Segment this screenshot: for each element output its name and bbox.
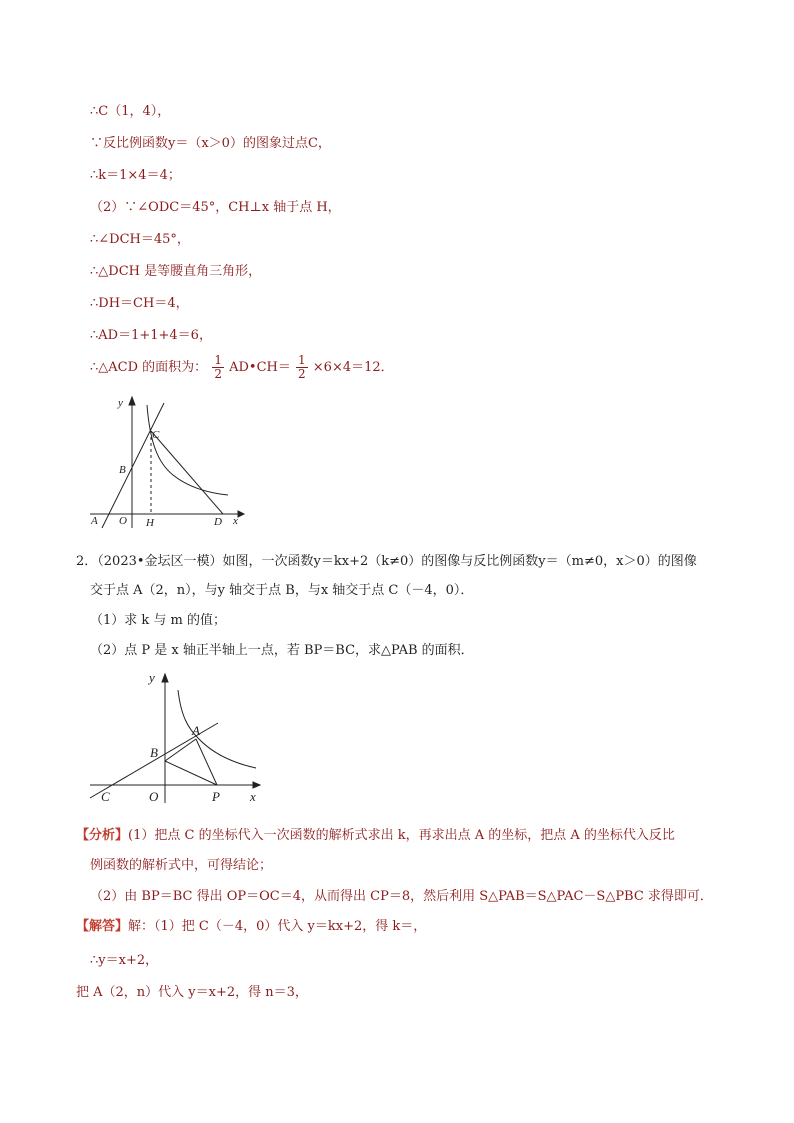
x-axis-arrow: [238, 511, 244, 517]
label-a: A: [91, 515, 98, 527]
y-axis-arrow: [162, 674, 168, 682]
solution-line-6: ∴△DCH 是等腰直角三角形，: [90, 264, 262, 279]
segment-bp: [165, 761, 217, 785]
segment-ba: [165, 739, 196, 761]
label-o: O: [119, 515, 127, 527]
area-mid-2: ×6×4＝12．: [312, 360, 394, 375]
label-y: y: [149, 670, 155, 685]
label-x: x: [233, 515, 238, 527]
problem-2-question-1: （1）求 k 与 m 的值；: [90, 613, 227, 628]
answer-line-2: ∴y＝x+2，: [90, 953, 159, 968]
area-prefix: ∴△ACD 的面积为：: [90, 360, 208, 375]
solution-line-1: ∴C（1，4），: [90, 104, 171, 119]
label-y: y: [118, 397, 123, 409]
analysis-line-1: 【分析】(1）把点 C 的坐标代入一次函数的解析式求出 k，再求出点 A 的坐标，把点 A 的坐标代入反比: [76, 828, 675, 843]
solution-line-8: ∴AD＝1+1+4＝6，: [90, 328, 212, 343]
analysis-line-2: 例函数的解析式中，可得结论；: [90, 858, 273, 873]
x-axis-arrow: [253, 782, 260, 788]
solution-line-9: [90, 353, 394, 383]
solution-line-4: （2）∵∠ODC＝45°，CH⊥x 轴于点 H，: [90, 200, 341, 215]
figure-1-graph: [88, 393, 248, 533]
label-o: O: [149, 789, 159, 804]
label-b: B: [119, 464, 126, 476]
hyperbola-curve: [147, 405, 228, 495]
label-c: C: [101, 789, 110, 804]
problem-2-question-2: （2）点 P 是 x 轴正半轴上一点，若 BP＝BC，求△PAB 的面积．: [90, 643, 474, 658]
analysis-tag: 【分析】: [76, 828, 129, 843]
label-b: B: [150, 745, 158, 760]
analysis-line-3: （2）由 BP＝BC 得出 OP＝OC＝4，从而得出 CP＝8，然后利用 S△PAB＝S△PAC－S△PBC 求得即可．: [90, 889, 713, 904]
line-cd: [151, 431, 223, 514]
solution-line-2: ∵反比例函数y＝（x＞0）的图象过点C，: [90, 136, 331, 151]
label-d: D: [214, 516, 222, 528]
label-a: A: [192, 723, 200, 738]
hyperbola-curve: [178, 690, 256, 768]
label-h: H: [146, 517, 154, 529]
answer-line-3: 把 A（2，n）代入 y＝x+2，得 n＝3，: [76, 985, 308, 1000]
figure-2-graph: [88, 668, 268, 808]
label-x: x: [250, 789, 256, 804]
solution-line-5: ∴∠DCH＝45°，: [90, 232, 190, 247]
solution-line-7: ∴DH＝CH＝4，: [90, 296, 189, 311]
answer-line-1: 【解答】解：（1）把 C（－4，0）代入 y＝kx+2，得 k＝，: [76, 919, 427, 934]
answer-tag: 【解答】: [76, 919, 129, 934]
problem-2-stem-1: 2．（2023•金坛区一模）如图，一次函数y＝kx+2（k≠0）的图像与反比例函数y＝（m≠0，x＞0）的图像: [76, 554, 697, 569]
line-ac: [102, 403, 164, 528]
y-axis-arrow: [129, 397, 135, 405]
area-mid-1: AD•CH＝: [229, 360, 291, 375]
problem-2-stem-2: 交于点 A（2，n），与y 轴交于点 B，与x 轴交于点 C（－4，0）．: [90, 583, 474, 598]
fraction-half-2: $\frac{1}{2}$: [298, 353, 306, 381]
solution-line-3: ∴k＝1×4＝4；: [90, 168, 181, 183]
fraction-half-1: $\frac{1}{2}$: [214, 353, 222, 381]
label-c: C: [152, 429, 160, 441]
label-p: P: [212, 789, 220, 804]
